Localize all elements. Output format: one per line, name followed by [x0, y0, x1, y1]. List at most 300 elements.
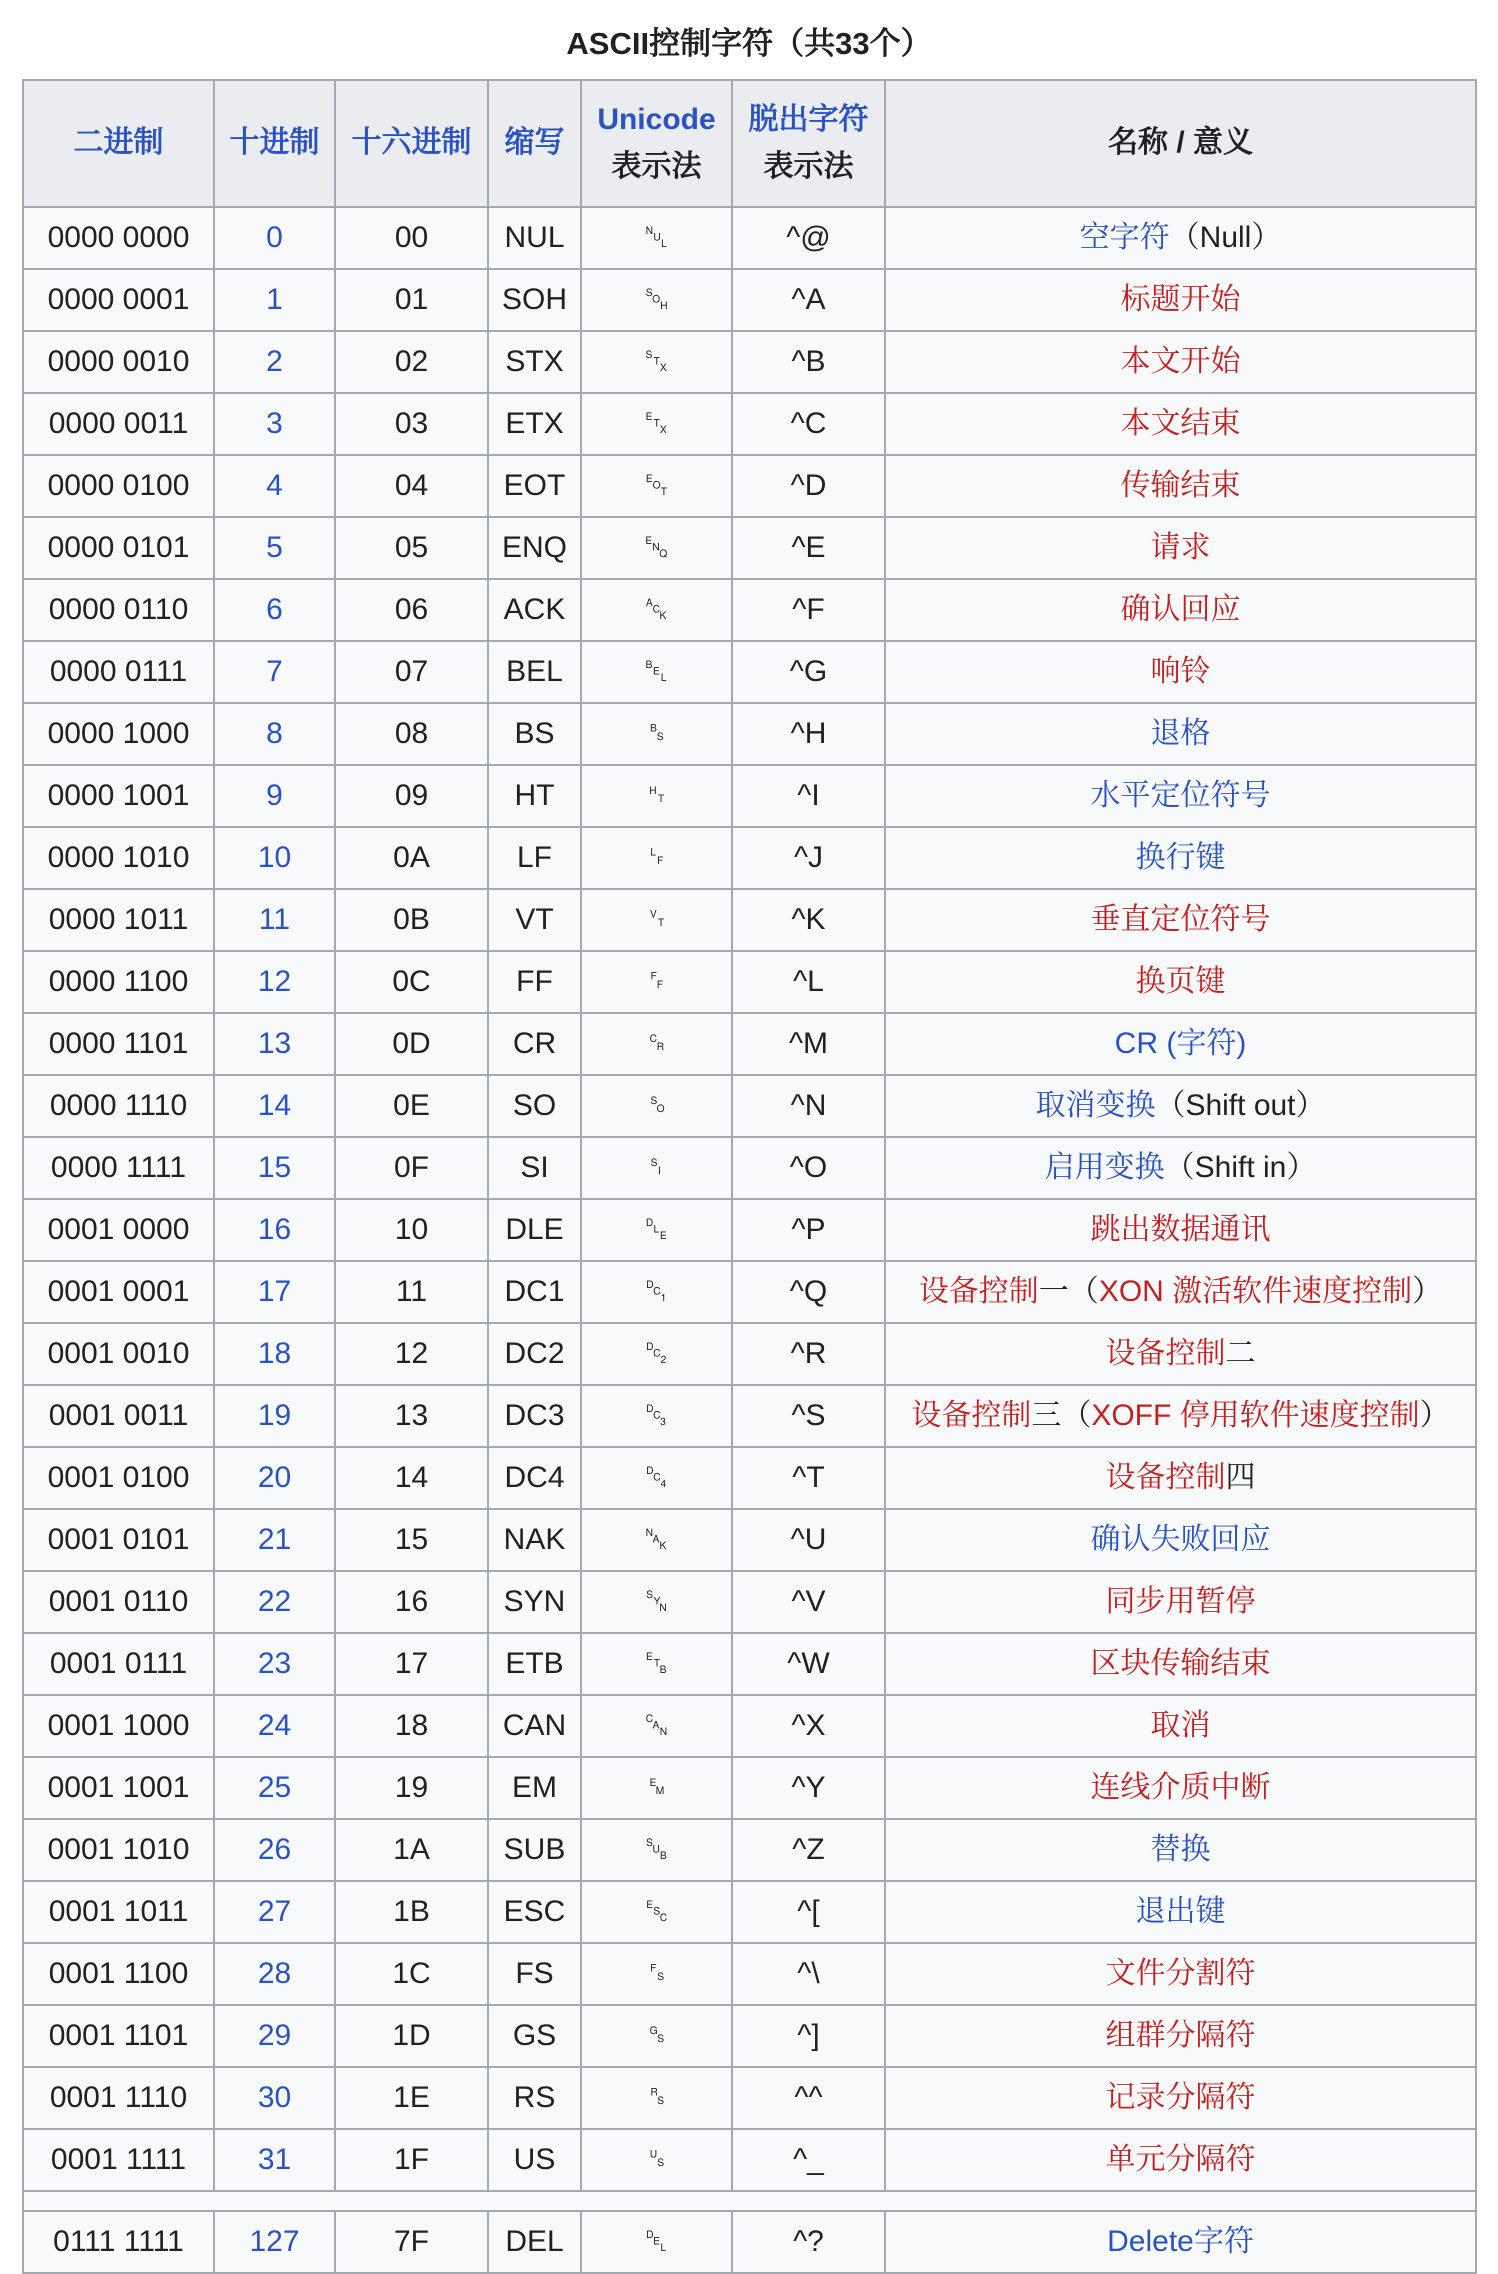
- name-link[interactable]: 跳出数据通讯: [1090, 1213, 1271, 1246]
- decimal-cell: [214, 889, 335, 951]
- binary-cell: 0000 0010: [23, 331, 214, 393]
- escape-sequence-cell: ^P: [732, 1199, 885, 1261]
- binary-cell: 0000 1000: [23, 703, 214, 765]
- decimal-link[interactable]: 17: [257, 1275, 292, 1308]
- unicode-symbol-cell: ␍: [581, 1013, 732, 1075]
- name-link[interactable]: 响铃: [1150, 655, 1211, 688]
- decimal-link[interactable]: 18: [257, 1337, 292, 1370]
- unicode-symbol-cell: ␁: [581, 269, 732, 331]
- table-row: [23, 207, 1476, 269]
- binary-cell: 0000 1001: [23, 765, 214, 827]
- name-text: 二: [1225, 1337, 1256, 1370]
- decimal-cell: [214, 207, 335, 269]
- table-row: [23, 455, 1476, 517]
- decimal-link[interactable]: 16: [257, 1213, 292, 1246]
- name-link[interactable]: 区块传输结束: [1090, 1647, 1271, 1680]
- name-meaning-cell: [885, 703, 1476, 765]
- unicode-symbol-cell: ␝: [581, 2005, 732, 2067]
- name-text: 三（: [1031, 1399, 1092, 1432]
- decimal-cell: [214, 1323, 335, 1385]
- name-link[interactable]: 水平定位符号: [1090, 779, 1271, 812]
- header-link-escape[interactable]: 脱出字符: [748, 103, 869, 136]
- decimal-link[interactable]: 2: [266, 345, 283, 378]
- name-link[interactable]: 换页键: [1135, 965, 1226, 998]
- decimal-cell: [214, 2005, 335, 2067]
- table-row: [23, 579, 1476, 641]
- name-link[interactable]: 确认失败回应: [1090, 1523, 1271, 1556]
- name-link[interactable]: CR (字符): [1114, 1027, 1247, 1060]
- abbreviation-cell: FS: [488, 1943, 581, 2005]
- abbreviation-cell: NAK: [488, 1509, 581, 1571]
- name-meaning-cell: [885, 207, 1476, 269]
- decimal-link[interactable]: 15: [257, 1151, 292, 1184]
- ascii-control-table: [22, 79, 1477, 2274]
- name-link[interactable]: 连线介质中断: [1090, 1771, 1271, 1804]
- unicode-symbol-cell: ␇: [581, 641, 732, 703]
- decimal-cell: [214, 2129, 335, 2191]
- hex-cell: 14: [335, 1447, 488, 1509]
- decimal-cell: [214, 1261, 335, 1323]
- header-sublabel-unicode: 表示法: [611, 149, 702, 183]
- table-row: [23, 269, 1476, 331]
- col-header-hex: [335, 80, 488, 207]
- name-link[interactable]: Delete字符: [1107, 2225, 1254, 2258]
- name-link[interactable]: 取消: [1150, 1709, 1211, 1742]
- hex-cell: 0E: [335, 1075, 488, 1137]
- escape-sequence-cell: ^Y: [732, 1757, 885, 1819]
- abbreviation-cell: ETB: [488, 1633, 581, 1695]
- name-text: ）: [1419, 1399, 1450, 1432]
- unicode-symbol-cell: ␃: [581, 393, 732, 455]
- unicode-symbol-cell: ␐: [581, 1199, 732, 1261]
- hex-cell: 18: [335, 1695, 488, 1757]
- abbreviation-cell: EOT: [488, 455, 581, 517]
- col-header-decimal: [214, 80, 335, 207]
- name-meaning-cell: [885, 1261, 1476, 1323]
- name-meaning-cell: [885, 393, 1476, 455]
- escape-sequence-cell: ^S: [732, 1385, 885, 1447]
- unicode-symbol-cell: ␛: [581, 1881, 732, 1943]
- hex-cell: 1E: [335, 2067, 488, 2129]
- header-link-abbreviation[interactable]: 缩写: [504, 126, 565, 160]
- name-link[interactable]: 退出键: [1135, 1895, 1226, 1928]
- table-row: [23, 1571, 1476, 1633]
- hex-cell: 1D: [335, 2005, 488, 2067]
- abbreviation-cell: SUB: [488, 1819, 581, 1881]
- table-row: [23, 331, 1476, 393]
- unicode-symbol-cell: ␋: [581, 889, 732, 951]
- unicode-symbol-cell: ␒: [581, 1323, 732, 1385]
- name-meaning-cell: [885, 889, 1476, 951]
- name-text: （Null）: [1169, 221, 1282, 254]
- escape-sequence-cell: ^K: [732, 889, 885, 951]
- unicode-symbol-cell: ␡: [581, 2211, 732, 2273]
- decimal-link[interactable]: 27: [257, 1895, 292, 1928]
- binary-cell: 0001 0011: [23, 1385, 214, 1447]
- hex-cell: 00: [335, 207, 488, 269]
- header-link-decimal[interactable]: 十进制: [229, 126, 320, 160]
- name-text: （Shift in）: [1164, 1151, 1317, 1184]
- table-row: [23, 2067, 1476, 2129]
- decimal-cell: [214, 641, 335, 703]
- table-row: [23, 951, 1476, 1013]
- decimal-link[interactable]: 8: [266, 717, 283, 750]
- decimal-link[interactable]: 28: [257, 1957, 292, 1990]
- unicode-symbol-cell: ␚: [581, 1819, 732, 1881]
- decimal-link[interactable]: 19: [257, 1399, 292, 1432]
- decimal-link[interactable]: 22: [257, 1585, 292, 1618]
- name-link[interactable]: 空字符: [1079, 221, 1170, 254]
- col-header-unicode: [581, 80, 732, 207]
- name-link[interactable]: 替换: [1150, 1833, 1211, 1866]
- name-link[interactable]: 设备控制: [911, 1399, 1032, 1432]
- table-row: [23, 1385, 1476, 1447]
- hex-cell: 16: [335, 1571, 488, 1633]
- hex-cell: 0A: [335, 827, 488, 889]
- col-header-name: [885, 80, 1476, 207]
- binary-cell: 0001 0101: [23, 1509, 214, 1571]
- decimal-link[interactable]: 14: [257, 1089, 292, 1122]
- name-link[interactable]: 垂直定位符号: [1090, 903, 1271, 936]
- unicode-symbol-cell: ␘: [581, 1695, 732, 1757]
- abbreviation-cell: DLE: [488, 1199, 581, 1261]
- hex-cell: 0C: [335, 951, 488, 1013]
- decimal-link[interactable]: 9: [266, 779, 283, 812]
- name-link[interactable]: 请求: [1150, 531, 1211, 564]
- name-link[interactable]: 文件分割符: [1105, 1957, 1256, 1990]
- table-row: [23, 889, 1476, 951]
- abbreviation-cell: ENQ: [488, 517, 581, 579]
- decimal-cell: [214, 1199, 335, 1261]
- table-row: [23, 393, 1476, 455]
- name-link[interactable]: 本文开始: [1120, 345, 1241, 378]
- table-row: [23, 2211, 1476, 2273]
- table-row: [23, 1509, 1476, 1571]
- decimal-link[interactable]: 5: [266, 531, 283, 564]
- name-meaning-cell: [885, 1819, 1476, 1881]
- decimal-link[interactable]: 127: [249, 2225, 300, 2258]
- table-row: [23, 1819, 1476, 1881]
- escape-sequence-cell: ^Z: [732, 1819, 885, 1881]
- binary-cell: 0000 1011: [23, 889, 214, 951]
- name-link[interactable]: 设备控制: [1105, 1461, 1226, 1494]
- table-row: [23, 2129, 1476, 2191]
- name-meaning-cell: [885, 1013, 1476, 1075]
- name-link[interactable]: 标题开始: [1120, 283, 1241, 316]
- table-row: [23, 703, 1476, 765]
- decimal-link[interactable]: 31: [257, 2143, 292, 2176]
- unicode-symbol-cell: ␞: [581, 2067, 732, 2129]
- abbreviation-cell: SO: [488, 1075, 581, 1137]
- name-link[interactable]: 本文结束: [1120, 407, 1241, 440]
- name-meaning-cell: [885, 579, 1476, 641]
- table-title: ASCII控制字符（共33个）: [566, 26, 932, 61]
- col-header-binary: [23, 80, 214, 207]
- header-link-binary[interactable]: 二进制: [73, 126, 164, 160]
- hex-cell: 7F: [335, 2211, 488, 2273]
- binary-cell: 0001 1011: [23, 1881, 214, 1943]
- unicode-symbol-cell: ␌: [581, 951, 732, 1013]
- decimal-cell: [214, 1137, 335, 1199]
- name-link[interactable]: 启用变换: [1044, 1151, 1165, 1184]
- decimal-cell: [214, 1075, 335, 1137]
- decimal-link[interactable]: 7: [266, 655, 283, 688]
- abbreviation-cell: RS: [488, 2067, 581, 2129]
- escape-sequence-cell: ^E: [732, 517, 885, 579]
- unicode-symbol-cell: ␗: [581, 1633, 732, 1695]
- decimal-cell: [214, 517, 335, 579]
- binary-cell: 0000 0011: [23, 393, 214, 455]
- abbreviation-cell: DC1: [488, 1261, 581, 1323]
- name-meaning-cell: [885, 2129, 1476, 2191]
- decimal-cell: [214, 1943, 335, 2005]
- binary-cell: 0001 0100: [23, 1447, 214, 1509]
- unicode-symbol-cell: ␆: [581, 579, 732, 641]
- binary-cell: 0001 1001: [23, 1757, 214, 1819]
- spacer-row: [23, 2191, 1476, 2211]
- name-link[interactable]: 退格: [1150, 717, 1211, 750]
- binary-cell: 0001 1010: [23, 1819, 214, 1881]
- unicode-symbol-cell: ␑: [581, 1261, 732, 1323]
- escape-sequence-cell: ^[: [732, 1881, 885, 1943]
- escape-sequence-cell: ^M: [732, 1013, 885, 1075]
- decimal-cell: [214, 579, 335, 641]
- name-meaning-cell: [885, 765, 1476, 827]
- decimal-cell: [214, 1757, 335, 1819]
- name-text: 一（: [1038, 1275, 1099, 1308]
- abbreviation-cell: BEL: [488, 641, 581, 703]
- name-link[interactable]: 设备控制: [918, 1275, 1039, 1308]
- abbreviation-cell: CR: [488, 1013, 581, 1075]
- hex-cell: 05: [335, 517, 488, 579]
- decimal-cell: [214, 269, 335, 331]
- binary-cell: 0000 1010: [23, 827, 214, 889]
- table-row: [23, 641, 1476, 703]
- name-text: 四: [1225, 1461, 1256, 1494]
- unicode-symbol-cell: ␄: [581, 455, 732, 517]
- name-meaning-cell: [885, 1695, 1476, 1757]
- decimal-cell: [214, 393, 335, 455]
- decimal-cell: [214, 765, 335, 827]
- name-meaning-cell: [885, 1075, 1476, 1137]
- binary-cell: 0000 0110: [23, 579, 214, 641]
- abbreviation-cell: VT: [488, 889, 581, 951]
- hex-cell: 15: [335, 1509, 488, 1571]
- name-meaning-cell: [885, 1323, 1476, 1385]
- decimal-link[interactable]: 25: [257, 1771, 292, 1804]
- escape-sequence-cell: ^H: [732, 703, 885, 765]
- escape-sequence-cell: ^R: [732, 1323, 885, 1385]
- hex-cell: 1F: [335, 2129, 488, 2191]
- decimal-cell: [214, 1509, 335, 1571]
- decimal-cell: [214, 1447, 335, 1509]
- binary-cell: 0000 1101: [23, 1013, 214, 1075]
- hex-cell: 1A: [335, 1819, 488, 1881]
- escape-sequence-cell: ^F: [732, 579, 885, 641]
- name-link[interactable]: 组群分隔符: [1105, 2019, 1256, 2052]
- unicode-symbol-cell: ␙: [581, 1757, 732, 1819]
- abbreviation-cell: DC2: [488, 1323, 581, 1385]
- name-meaning-cell: [885, 1447, 1476, 1509]
- name-meaning-cell: [885, 331, 1476, 393]
- hex-cell: 04: [335, 455, 488, 517]
- decimal-link[interactable]: 24: [257, 1709, 292, 1742]
- binary-cell: 0000 0111: [23, 641, 214, 703]
- decimal-link[interactable]: 3: [266, 407, 283, 440]
- name-meaning-cell: [885, 951, 1476, 1013]
- decimal-cell: [214, 1633, 335, 1695]
- decimal-link[interactable]: 21: [257, 1523, 292, 1556]
- name-meaning-cell: [885, 1509, 1476, 1571]
- decimal-link[interactable]: 26: [257, 1833, 292, 1866]
- table-row: [23, 1137, 1476, 1199]
- name-link[interactable]: XON 激活软件速度控制: [1098, 1275, 1413, 1308]
- decimal-cell: [214, 1385, 335, 1447]
- name-meaning-cell: [885, 1881, 1476, 1943]
- name-link[interactable]: 记录分隔符: [1105, 2081, 1256, 2114]
- decimal-link[interactable]: 12: [257, 965, 292, 998]
- binary-cell: 0001 1101: [23, 2005, 214, 2067]
- abbreviation-cell: CAN: [488, 1695, 581, 1757]
- name-meaning-cell: [885, 641, 1476, 703]
- binary-cell: 0001 1111: [23, 2129, 214, 2191]
- name-link[interactable]: 取消变换: [1035, 1089, 1156, 1122]
- binary-cell: 0001 1000: [23, 1695, 214, 1757]
- hex-cell: 1B: [335, 1881, 488, 1943]
- escape-sequence-cell: ^_: [732, 2129, 885, 2191]
- decimal-cell: [214, 455, 335, 517]
- escape-sequence-cell: ^]: [732, 2005, 885, 2067]
- name-meaning-cell: [885, 1199, 1476, 1261]
- unicode-symbol-cell: ␉: [581, 765, 732, 827]
- abbreviation-cell: SYN: [488, 1571, 581, 1633]
- abbreviation-cell: FF: [488, 951, 581, 1013]
- escape-sequence-cell: ^O: [732, 1137, 885, 1199]
- decimal-link[interactable]: 11: [258, 903, 291, 936]
- table-row: [23, 1323, 1476, 1385]
- table-row: [23, 1075, 1476, 1137]
- abbreviation-cell: DC3: [488, 1385, 581, 1447]
- escape-sequence-cell: ^D: [732, 455, 885, 517]
- decimal-cell: [214, 1571, 335, 1633]
- name-meaning-cell: [885, 517, 1476, 579]
- binary-cell: 0000 0100: [23, 455, 214, 517]
- header-sublabel-escape: 表示法: [763, 149, 854, 183]
- decimal-link[interactable]: 23: [257, 1647, 292, 1680]
- table-row: [23, 1261, 1476, 1323]
- unicode-symbol-cell: ␟: [581, 2129, 732, 2191]
- table-row: [23, 827, 1476, 889]
- binary-cell: 0000 0000: [23, 207, 214, 269]
- abbreviation-cell: US: [488, 2129, 581, 2191]
- name-meaning-cell: [885, 1571, 1476, 1633]
- escape-sequence-cell: ^A: [732, 269, 885, 331]
- binary-cell: 0001 0010: [23, 1323, 214, 1385]
- decimal-cell: [214, 1695, 335, 1757]
- abbreviation-cell: DEL: [488, 2211, 581, 2273]
- decimal-link[interactable]: 13: [257, 1027, 292, 1060]
- name-link[interactable]: 设备控制: [1105, 1337, 1226, 1370]
- decimal-cell: [214, 331, 335, 393]
- unicode-symbol-cell: ␈: [581, 703, 732, 765]
- unicode-symbol-cell: ␊: [581, 827, 732, 889]
- abbreviation-cell: ETX: [488, 393, 581, 455]
- header-link-hex[interactable]: 十六进制: [351, 126, 472, 160]
- decimal-cell: [214, 1881, 335, 1943]
- table-row: [23, 1695, 1476, 1757]
- unicode-symbol-cell: ␕: [581, 1509, 732, 1571]
- header-row: [23, 80, 1476, 207]
- name-meaning-cell: [885, 2211, 1476, 2273]
- decimal-link[interactable]: 20: [257, 1461, 292, 1494]
- name-meaning-cell: [885, 827, 1476, 889]
- unicode-symbol-cell: ␅: [581, 517, 732, 579]
- decimal-link[interactable]: 30: [257, 2081, 292, 2114]
- name-meaning-cell: [885, 1943, 1476, 2005]
- header-link-unicode[interactable]: Unicode: [597, 103, 716, 136]
- name-link[interactable]: XOFF 停用软件速度控制: [1091, 1399, 1420, 1432]
- decimal-link[interactable]: 29: [257, 2019, 292, 2052]
- binary-cell: 0111 1111: [23, 2211, 214, 2273]
- decimal-link[interactable]: 10: [257, 841, 292, 874]
- escape-sequence-cell: ^V: [732, 1571, 885, 1633]
- name-link[interactable]: 同步用暂停: [1105, 1585, 1256, 1618]
- hex-cell: 0D: [335, 1013, 488, 1075]
- decimal-link[interactable]: 0: [266, 221, 283, 254]
- decimal-link[interactable]: 1: [266, 283, 283, 316]
- name-link[interactable]: 传输结束: [1120, 469, 1241, 502]
- abbreviation-cell: STX: [488, 331, 581, 393]
- name-link[interactable]: 确认回应: [1120, 593, 1241, 626]
- table-row: [23, 2005, 1476, 2067]
- decimal-cell: [214, 1819, 335, 1881]
- hex-cell: 19: [335, 1757, 488, 1819]
- escape-sequence-cell: ^\: [732, 1943, 885, 2005]
- binary-cell: 0001 0001: [23, 1261, 214, 1323]
- hex-cell: 10: [335, 1199, 488, 1261]
- name-meaning-cell: [885, 1633, 1476, 1695]
- name-link[interactable]: 换行键: [1135, 841, 1226, 874]
- name-meaning-cell: [885, 269, 1476, 331]
- abbreviation-cell: LF: [488, 827, 581, 889]
- decimal-cell: [214, 2067, 335, 2129]
- table-body: [23, 207, 1476, 2273]
- name-meaning-cell: [885, 1757, 1476, 1819]
- escape-sequence-cell: ^?: [732, 2211, 885, 2273]
- hex-cell: 11: [335, 1261, 488, 1323]
- abbreviation-cell: SI: [488, 1137, 581, 1199]
- hex-cell: 07: [335, 641, 488, 703]
- decimal-link[interactable]: 4: [266, 469, 283, 502]
- escape-sequence-cell: ^N: [732, 1075, 885, 1137]
- table-row: [23, 1881, 1476, 1943]
- binary-cell: 0001 0000: [23, 1199, 214, 1261]
- binary-cell: 0001 0111: [23, 1633, 214, 1695]
- name-meaning-cell: [885, 455, 1476, 517]
- abbreviation-cell: SOH: [488, 269, 581, 331]
- decimal-link[interactable]: 6: [266, 593, 283, 626]
- col-header-abbreviation: [488, 80, 581, 207]
- abbreviation-cell: BS: [488, 703, 581, 765]
- unicode-symbol-cell: ␎: [581, 1075, 732, 1137]
- name-link[interactable]: 单元分隔符: [1105, 2143, 1256, 2176]
- hex-cell: 01: [335, 269, 488, 331]
- unicode-symbol-cell: ␀: [581, 207, 732, 269]
- binary-cell: 0000 0001: [23, 269, 214, 331]
- escape-sequence-cell: ^X: [732, 1695, 885, 1757]
- abbreviation-cell: NUL: [488, 207, 581, 269]
- escape-sequence-cell: ^@: [732, 207, 885, 269]
